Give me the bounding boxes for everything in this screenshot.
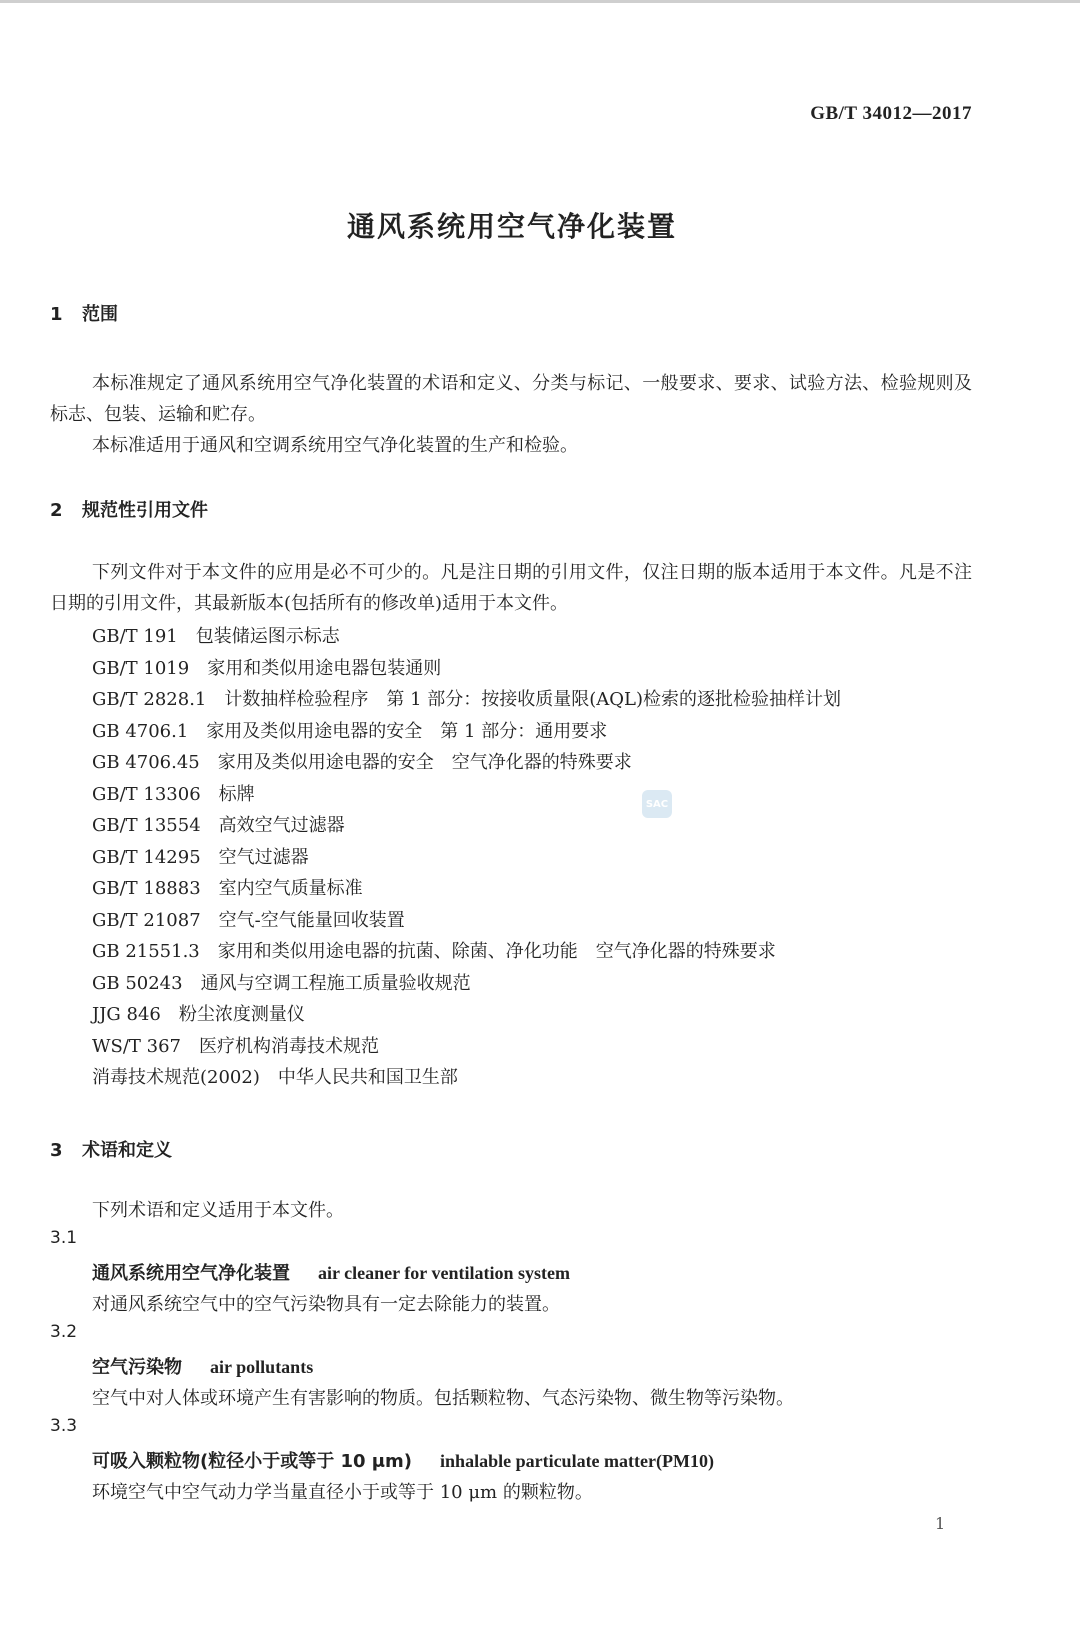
reference-code: GB/T 18883 bbox=[92, 878, 201, 899]
reference-code: GB 4706.1 bbox=[92, 720, 189, 742]
section-title: 范围 bbox=[82, 304, 118, 325]
section-3-heading bbox=[50, 1136, 172, 1162]
section-1-body bbox=[50, 368, 972, 461]
reference-list bbox=[92, 621, 841, 1094]
term-definition: 空气中对人体或环境产生有害影响的物质。包括颗粒物、气态污染物、微生物等污染物。 bbox=[92, 1388, 794, 1409]
section-2-heading bbox=[50, 496, 208, 522]
term-definition: 对通风系统空气中的空气污染物具有一定去除能力的装置。 bbox=[92, 1294, 560, 1315]
paragraph: 本标准适用于通风和空调系统用空气净化装置的生产和检验。 bbox=[92, 435, 578, 456]
reference-title: 标牌 bbox=[218, 783, 255, 805]
document-title: 通风系统用空气净化装置 bbox=[346, 210, 677, 243]
reference-item bbox=[92, 653, 841, 685]
reference-title: 医疗机构消毒技术规范 bbox=[198, 1035, 379, 1057]
reference-title: 粉尘浓度测量仪 bbox=[178, 1004, 305, 1025]
reference-code: GB/T 21087 bbox=[92, 909, 201, 931]
reference-code: GB/T 2828.1 bbox=[92, 689, 207, 710]
paragraph: 本标准规定了通风系统用空气净化装置的术语和定义、分类与标记、一般要求、要求、试验方法、检验规则及标志、包装、运输和贮存。 bbox=[50, 373, 972, 425]
term-heading bbox=[92, 1353, 313, 1379]
section-number: 1 bbox=[50, 304, 63, 325]
section-1-heading bbox=[50, 300, 118, 326]
section-number: 3 bbox=[50, 1140, 63, 1161]
term-en: air cleaner for ventilation system bbox=[318, 1263, 570, 1283]
term-number: 3.3 bbox=[50, 1416, 78, 1436]
reference-title: 通风与空调工程施工质量验收规范 bbox=[200, 972, 471, 994]
reference-item bbox=[92, 747, 841, 779]
reference-title: 高效空气过滤器 bbox=[218, 815, 345, 836]
sac-watermark-logo: SAC bbox=[642, 790, 672, 818]
section-3-intro: 下列术语和定义适用于本文件。 bbox=[92, 1200, 344, 1221]
reference-title: 家用和类似用途电器包装通则 bbox=[207, 657, 442, 679]
reference-item bbox=[92, 842, 841, 874]
reference-code: GB/T 13554 bbox=[92, 815, 201, 836]
term-en: inhalable particulate matter(PM10) bbox=[440, 1451, 714, 1471]
reference-code: JJG 846 bbox=[92, 1004, 161, 1025]
reference-item bbox=[92, 716, 841, 748]
reference-item bbox=[92, 779, 841, 811]
reference-title: 空气-空气能量回收装置 bbox=[218, 909, 405, 931]
reference-title: 家用和类似用途电器的抗菌、除菌、净化功能 空气净化器的特殊要求 bbox=[217, 941, 776, 962]
reference-code: GB/T 1019 bbox=[92, 657, 190, 679]
reference-item bbox=[92, 810, 841, 842]
term-number: 3.1 bbox=[50, 1228, 78, 1248]
reference-title: 空气过滤器 bbox=[218, 846, 309, 868]
reference-title: 室内空气质量标准 bbox=[218, 878, 363, 899]
reference-code: GB/T 191 bbox=[92, 626, 178, 647]
term-zh: 通风系统用空气净化装置 bbox=[92, 1263, 290, 1284]
term-en: air pollutants bbox=[210, 1357, 314, 1377]
reference-code: WS/T 367 bbox=[92, 1035, 181, 1057]
term-zh: 空气污染物 bbox=[92, 1357, 182, 1378]
term-definition: 环境空气中空气动力学当量直径小于或等于 10 μm 的颗粒物。 bbox=[92, 1482, 593, 1503]
reference-title: 家用及类似用途电器的安全 空气净化器的特殊要求 bbox=[217, 752, 632, 773]
term-number: 3.2 bbox=[50, 1322, 78, 1342]
reference-title: 包装储运图示标志 bbox=[195, 626, 340, 647]
reference-item bbox=[92, 968, 841, 1000]
reference-code: GB/T 14295 bbox=[92, 846, 201, 868]
reference-title: 家用及类似用途电器的安全 第 1 部分：通用要求 bbox=[206, 720, 608, 742]
reference-item bbox=[92, 873, 841, 905]
term-heading bbox=[92, 1447, 714, 1473]
reference-item bbox=[92, 684, 841, 716]
reference-code: GB 21551.3 bbox=[92, 941, 200, 962]
section-2-intro bbox=[50, 557, 972, 619]
reference-title: 计数抽样检验程序 第 1 部分：按接收质量限(AQL)检索的逐批检验抽样计划 bbox=[224, 689, 842, 710]
reference-title: 中华人民共和国卫生部 bbox=[277, 1067, 458, 1088]
section-number: 2 bbox=[50, 500, 63, 521]
top-border bbox=[0, 0, 1080, 3]
term-heading bbox=[92, 1259, 570, 1285]
reference-item bbox=[92, 999, 841, 1031]
term-zh: 可吸入颗粒物(粒径小于或等于 10 μm) bbox=[92, 1451, 413, 1472]
reference-code: 消毒技术规范(2002) bbox=[92, 1067, 260, 1088]
section-title: 规范性引用文件 bbox=[82, 500, 208, 521]
reference-item bbox=[92, 936, 841, 968]
reference-item bbox=[92, 1031, 841, 1063]
reference-item bbox=[92, 905, 841, 937]
reference-code: GB 4706.45 bbox=[92, 752, 200, 773]
page-number: 1 bbox=[935, 1514, 946, 1533]
reference-item bbox=[92, 621, 841, 653]
section-title: 术语和定义 bbox=[82, 1140, 172, 1161]
reference-code: GB 50243 bbox=[92, 972, 183, 994]
reference-code: GB/T 13306 bbox=[92, 783, 201, 805]
standard-number: GB/T 34012—2017 bbox=[810, 103, 972, 124]
paragraph: 下列文件对于本文件的应用是必不可少的。凡是注日期的引用文件，仅注日期的版本适用于本文件。凡是不注日期的引用文件，其最新版本(包括所有的修改单)适用于本文件。 bbox=[50, 562, 972, 614]
reference-item bbox=[92, 1062, 841, 1094]
